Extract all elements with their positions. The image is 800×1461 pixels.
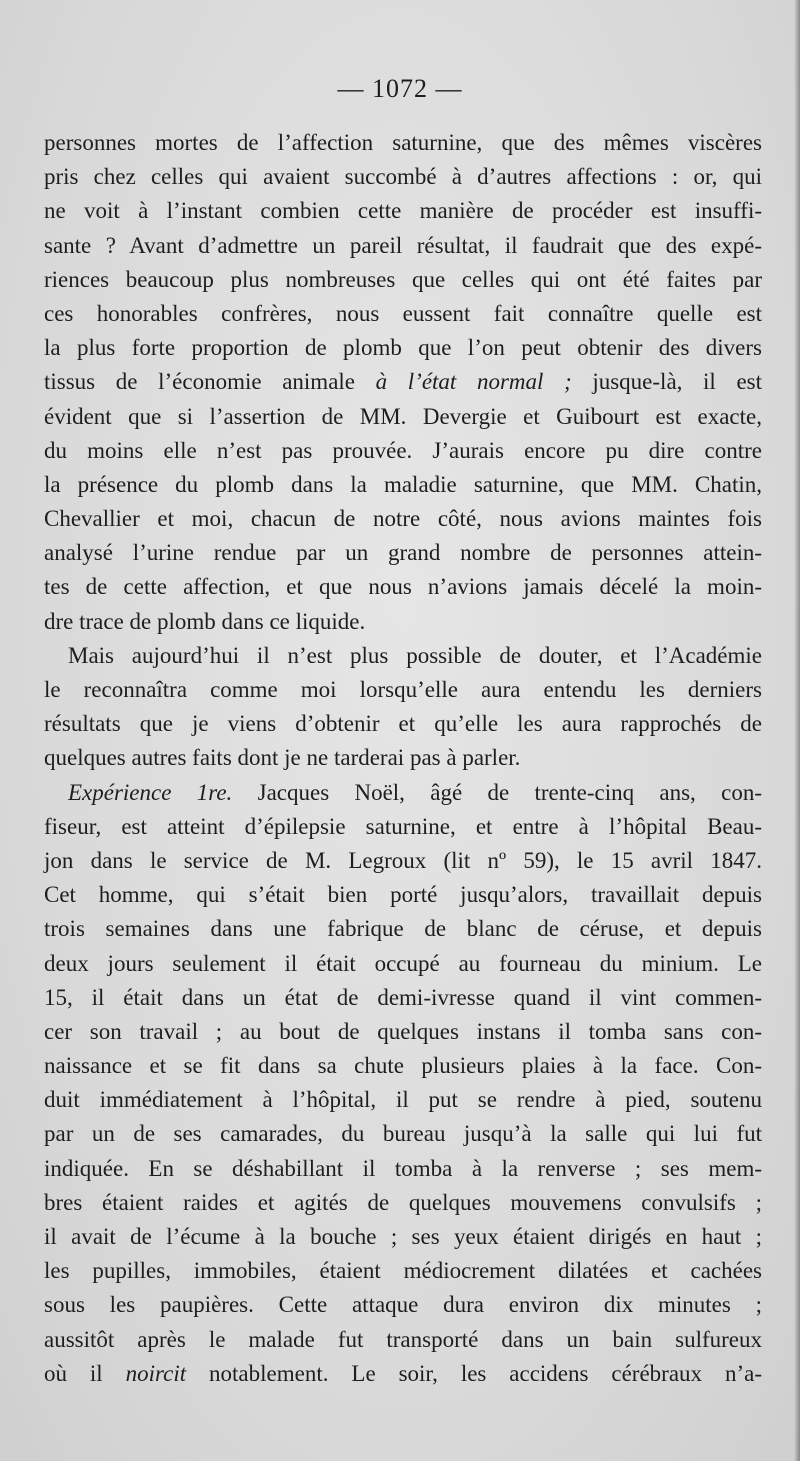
- text-line: [44, 673, 762, 707]
- text-segment: sous les paupières. Cette attaque dura environ dix minutes ;: [44, 1292, 762, 1318]
- italic-text: noircit: [125, 1360, 187, 1386]
- text-segment: riences beaucoup plus nombreuses que celles qui ont été faites par: [44, 266, 762, 292]
- text-line: [44, 331, 762, 365]
- body-text: [44, 126, 762, 1391]
- text-line: [44, 1049, 762, 1083]
- text-line: [44, 947, 762, 981]
- text-line: [44, 365, 762, 399]
- text-line: [44, 400, 762, 434]
- text-line: [44, 263, 762, 297]
- text-line: [44, 502, 762, 536]
- text-line: [44, 605, 762, 639]
- text-line: [44, 1254, 762, 1288]
- text-segment: naissance et se fit dans sa chute plusieurs plaies à la face. Con-: [44, 1053, 762, 1079]
- text-segment: la présence du plomb dans la maladie saturnine, que MM. Chatin,: [44, 471, 762, 497]
- text-line: [44, 160, 762, 194]
- text-line: [44, 741, 762, 775]
- text-line: [44, 126, 762, 160]
- page-number: — 1072 —: [337, 74, 463, 103]
- page-edge-shadow: [794, 0, 800, 1461]
- text-line: [44, 570, 762, 604]
- text-line: [44, 229, 762, 263]
- italic-text: à l’état normal ;: [375, 369, 572, 395]
- text-line: [44, 912, 762, 946]
- text-segment: 15, il était dans un état de demi-ivresse quand il vint commen-: [44, 984, 762, 1010]
- text-segment: le reconnaîtra comme moi lorsqu’elle aura entendu les derniers: [44, 677, 762, 702]
- text-segment: ces honorables confrères, nous eussent fait connaître quelle est: [44, 300, 762, 326]
- text-segment: trois semaines dans une fabrique de blanc de céruse, et depuis: [44, 916, 762, 942]
- text-segment: jon dans le service de M. Legroux (lit nº 59), le 15 avril 1847.: [44, 847, 762, 873]
- text-segment: évident que si l’assertion de MM. Devergie et Guibourt est exacte,: [44, 403, 762, 429]
- text-segment: résultats que je viens d’obtenir et qu’elle les aura rapprochés de: [44, 711, 762, 737]
- text-line: [44, 1152, 762, 1186]
- text-segment: quelques autres faits dont je ne tarderai pas à parler.: [44, 745, 521, 771]
- text-segment: où il: [44, 1360, 126, 1386]
- text-line: [44, 194, 762, 228]
- text-segment: pris chez celles qui avaient succombé à d’autres affections : or, qui: [44, 164, 762, 190]
- text-line: [44, 1220, 762, 1254]
- text-line: [44, 1015, 762, 1049]
- text-segment: Mais aujourd’hui il n’est plus possible de douter, et l’Académie: [68, 642, 762, 668]
- text-line: [44, 639, 762, 673]
- text-segment: notablement. Le soir, les accidens cérébraux n’a-: [186, 1360, 762, 1386]
- text-line: [44, 1083, 762, 1117]
- text-segment: cer son travail ; au bout de quelques instans il tomba sans con-: [44, 1018, 762, 1044]
- text-line: [44, 1117, 762, 1151]
- text-segment: aussitôt après le malade fut transporté dans un bain sulfureux: [44, 1326, 762, 1352]
- text-segment: personnes mortes de l’affection saturnine, que des mêmes viscères: [44, 130, 762, 155]
- text-line: [44, 1323, 762, 1357]
- text-segment: Chevallier et moi, chacun de notre côté, nous avions maintes fois: [44, 506, 762, 532]
- text-line: [44, 297, 762, 331]
- text-segment: du moins elle n’est pas prouvée. J’aurais encore pu dire contre: [44, 437, 762, 463]
- text-segment: tissus de l’économie animale: [44, 369, 376, 395]
- italic-text: Expérience 1re.: [68, 779, 233, 805]
- text-line: [44, 468, 762, 502]
- text-segment: indiquée. En se déshabillant il tomba à la renverse ; ses mem-: [44, 1155, 762, 1181]
- text-line: [44, 878, 762, 912]
- text-line: [44, 434, 762, 468]
- text-segment: sante ? Avant d’admettre un pareil résultat, il faudrait que des expé-: [44, 232, 762, 258]
- text-segment: tes de cette affection, et que nous n’avions jamais décelé la moin-: [44, 574, 762, 600]
- text-segment: Cet homme, qui s’était bien porté jusqu’alors, travaillait depuis: [44, 882, 762, 908]
- text-segment: bres étaient raides et agités de quelques mouvemens convulsifs ;: [44, 1189, 762, 1215]
- text-segment: duit immédiatement à l’hôpital, il put se rendre à pied, soutenu: [44, 1087, 762, 1113]
- text-segment: fiseur, est atteint d’épilepsie saturnine, et entre à l’hôpital Beau-: [44, 813, 762, 839]
- text-line: [44, 536, 762, 570]
- text-line: [44, 776, 762, 810]
- text-line: [44, 1357, 762, 1391]
- text-segment: il avait de l’écume à la bouche ; ses yeux étaient dirigés en haut ;: [44, 1224, 762, 1249]
- text-line: [44, 844, 762, 878]
- text-segment: analysé l’urine rendue par un grand nombre de personnes attein-: [44, 540, 762, 566]
- text-segment: par un de ses camarades, du bureau jusqu’à la salle qui lui fut: [44, 1121, 762, 1147]
- text-line: [44, 1288, 762, 1322]
- text-segment: Jacques Noël, âgé de trente-cinq ans, con-: [232, 779, 762, 805]
- text-line: [44, 981, 762, 1015]
- text-segment: la plus forte proportion de plomb que l’on peut obtenir des divers: [44, 335, 762, 361]
- text-line: [44, 1186, 762, 1220]
- text-segment: deux jours seulement il était occupé au fourneau du minium. Le: [44, 950, 762, 976]
- text-segment: dre trace de plomb dans ce liquide.: [44, 608, 366, 634]
- text-segment: ne voit à l’instant combien cette manière de procéder est insuffi-: [44, 198, 762, 224]
- text-segment: les pupilles, immobiles, étaient médiocrement dilatées et cachées: [44, 1258, 762, 1284]
- text-line: [44, 707, 762, 741]
- text-line: [44, 810, 762, 844]
- text-segment: jusque-là, il est: [571, 369, 762, 395]
